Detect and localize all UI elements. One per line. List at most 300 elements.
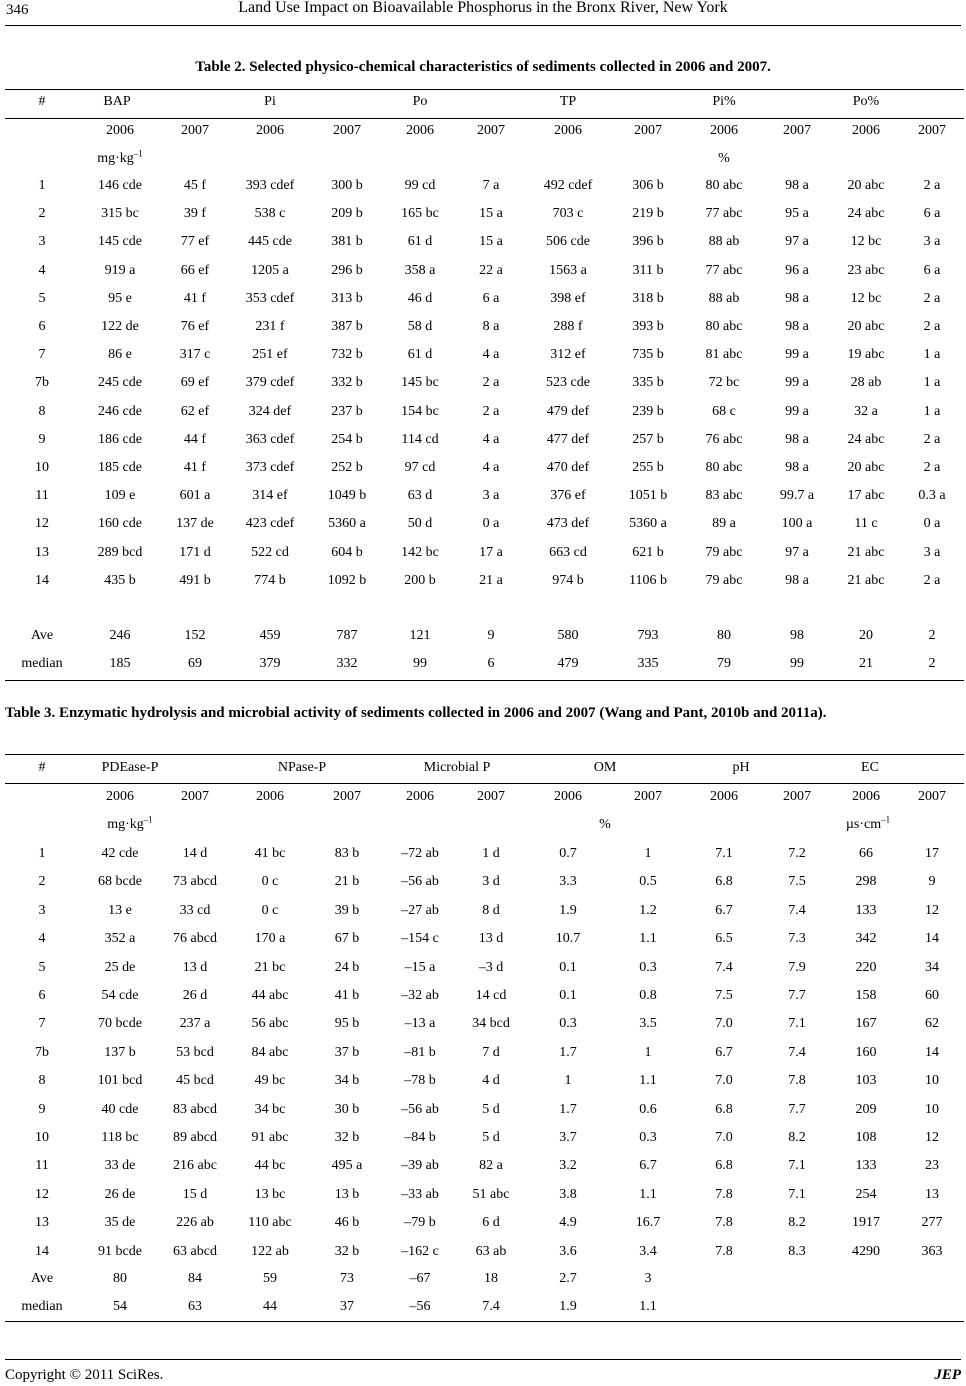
table-cell: 381 b (331, 234, 363, 250)
table-cell: 109 e (104, 488, 136, 504)
table-cell: 311 b (632, 262, 664, 278)
summary-cell: 73 (340, 1271, 354, 1286)
table-cell: 22 a (479, 262, 503, 278)
table-cell: 7.2 (788, 846, 806, 861)
table-cell: 58 d (407, 319, 433, 334)
table-cell: 1 (564, 1073, 572, 1089)
summary-cell: 793 (637, 628, 659, 643)
table-cell: 8.3 (788, 1243, 806, 1259)
table-cell: 10 (925, 1101, 939, 1117)
summary-cell: 80 (717, 628, 731, 643)
table-cell: 7.8 (715, 1215, 733, 1231)
year-header: 2006 (710, 789, 738, 804)
table-cell: 1205 a (251, 262, 289, 278)
table-cell: 41 f (183, 460, 207, 475)
table-cell: 0.3 (639, 959, 657, 975)
unit-ec: $\mu s\cdot cm^{-1}$ (845, 814, 891, 832)
table-cell: 39 f (183, 206, 207, 222)
average-row (0, 626, 966, 646)
journal-abbreviation: JEP (934, 1367, 961, 1383)
column-group-header: EC (861, 760, 879, 775)
year-header: 2006 (406, 789, 434, 804)
table-cell: 5 d (482, 1130, 500, 1145)
table-cell: 97 cd (404, 460, 436, 475)
table-cell: 45 f (183, 178, 207, 193)
table-cell: 142 bc (401, 544, 439, 560)
table-cell: 72 bc (708, 375, 740, 391)
table-cell: 506 cde (546, 234, 590, 250)
table-cell: 60 (925, 988, 939, 1003)
table-cell: 146 cde (98, 178, 142, 193)
table-cell: 423 cdef (245, 516, 295, 532)
row-id: 7b (35, 1044, 49, 1060)
table-cell: 34 (925, 959, 939, 975)
table-group-header-row (0, 92, 966, 112)
table-cell: 0.3 (559, 1016, 577, 1032)
table-cell: 470 def (546, 460, 590, 475)
table-cell: 84 abc (251, 1044, 289, 1060)
table2-caption: Table 2. Selected physico-chemical characteristics of sediments collected in 2006 and 2007. (195, 59, 771, 75)
summary-label: Ave (30, 1271, 54, 1286)
table-cell: 2 a (482, 403, 500, 419)
unit-mg-per-kg: $mg\cdot kg^{-1}$ (107, 814, 153, 832)
table-cell: 63 ab (475, 1243, 507, 1259)
table-cell: 523 cde (546, 375, 590, 391)
footer-rule (5, 1359, 961, 1360)
table-cell: 0.7 (559, 846, 577, 861)
table-cell: 11 c (854, 516, 878, 532)
table-cell: 306 b (632, 178, 664, 193)
summary-cell: 54 (113, 1299, 127, 1314)
table-cell: 376 ef (550, 488, 586, 504)
table-cell: 0.3 a (918, 488, 946, 504)
table-row (0, 486, 966, 506)
table-cell: 7.4 (788, 902, 806, 918)
year-header: 2007 (477, 123, 505, 138)
table-cell: 919 a (104, 262, 136, 278)
table-cell: 1 a (923, 403, 941, 419)
table-row (0, 1213, 966, 1233)
table-cell: 95 b (334, 1016, 360, 1032)
table3-header-rule (5, 783, 964, 784)
table-cell: 7.0 (715, 1073, 733, 1089)
table-cell: 313 b (331, 290, 363, 306)
summary-cell: 459 (259, 628, 281, 643)
table-row (0, 1156, 966, 1176)
table-row (0, 514, 966, 534)
table-cell: 83 b (334, 846, 360, 861)
summary-label: Ave (30, 628, 54, 643)
table-cell: 2 a (923, 431, 941, 447)
row-id: 10 (35, 1130, 49, 1145)
table-cell: 604 b (331, 544, 363, 560)
table-cell: 277 (921, 1215, 943, 1231)
summary-cell: 20 (859, 628, 873, 643)
row-id: 12 (35, 516, 49, 532)
table-cell: 170 a (254, 931, 286, 947)
table-row (0, 204, 966, 224)
table-cell: 774 b (254, 572, 286, 588)
row-id: 12 (35, 1186, 49, 1202)
year-header: 2006 (256, 789, 284, 804)
table-cell: 21 bc (254, 959, 286, 975)
row-id: 5 (38, 290, 46, 306)
table-cell: 76 ef (180, 319, 210, 334)
table-cell: 3.4 (639, 1243, 657, 1259)
table-cell: 7.9 (788, 959, 806, 975)
table-cell: 246 cde (98, 403, 142, 419)
summary-cell: 580 (557, 628, 579, 643)
table-cell: 7 d (482, 1044, 500, 1060)
table-cell: –162 c (401, 1243, 439, 1259)
table-row (0, 458, 966, 478)
table-cell: –79 b (404, 1215, 436, 1231)
table-cell: 7.0 (715, 1016, 733, 1032)
column-group-header: OM (593, 760, 617, 775)
table-cell: 288 f (553, 319, 583, 334)
table-cell: 21 b (334, 874, 360, 890)
table-cell: 81 abc (705, 347, 743, 363)
table-cell: 154 bc (401, 403, 439, 419)
table-cell: 12 (925, 902, 939, 918)
table-cell: 24 abc (847, 431, 885, 447)
table-cell: 0 a (482, 516, 500, 532)
table-cell: 7.1 (788, 1158, 806, 1174)
table-cell: 167 (855, 1016, 877, 1032)
table-cell: 89 a (712, 516, 736, 532)
table-cell: 41 bc (254, 846, 286, 861)
median-row (0, 654, 966, 674)
table-cell: 621 b (632, 544, 664, 560)
row-id: 8 (38, 403, 46, 419)
table-cell: 7.4 (788, 1044, 806, 1060)
table-cell: –154 c (401, 931, 439, 947)
table-cell: 2 a (482, 375, 500, 391)
table-cell: 26 de (104, 1186, 136, 1202)
table-cell: 396 b (632, 234, 664, 250)
column-group-header: Microbial P (423, 760, 491, 775)
table-cell: 1.7 (559, 1101, 577, 1117)
table-cell: 67 b (334, 931, 360, 947)
table-cell: 8 a (482, 319, 500, 334)
table-cell: 735 b (632, 347, 664, 363)
table-cell: 33 de (104, 1158, 136, 1174)
column-group-header: Pi (264, 94, 276, 109)
summary-cell: 7.4 (482, 1299, 500, 1314)
year-header: 2007 (634, 789, 662, 804)
table-cell: 2 a (923, 572, 941, 588)
table-cell: 8.2 (788, 1130, 806, 1145)
table-cell: 103 (855, 1073, 877, 1089)
table-cell: 145 cde (98, 234, 142, 250)
table-cell: 98 a (785, 178, 809, 193)
table-cell: –56 ab (401, 874, 439, 890)
table-cell: 335 b (632, 375, 664, 391)
column-group-header: pH (732, 760, 750, 775)
table-unit-row (0, 149, 966, 169)
page-number: 346 (6, 2, 29, 18)
table-cell: 61 d (407, 347, 433, 363)
table-cell: 7.0 (715, 1130, 733, 1145)
table-cell: 0 c (261, 902, 279, 918)
table-cell: 296 b (331, 262, 363, 278)
table-cell: 6 a (923, 262, 941, 278)
table-cell: 39 b (334, 902, 360, 918)
table-cell: 7.5 (715, 988, 733, 1003)
table-cell: 21 abc (847, 544, 885, 560)
summary-cell: 6 (487, 656, 495, 671)
row-id: 2 (38, 874, 46, 890)
row-id: 1 (38, 178, 46, 193)
table-cell: 5360 a (328, 516, 366, 532)
table-row (0, 543, 966, 563)
table-cell: 145 bc (401, 375, 439, 391)
table-cell: –3 d (478, 959, 504, 975)
table-cell: 257 b (632, 431, 664, 447)
table-cell: 3.3 (559, 874, 577, 890)
table-cell: 237 a (179, 1016, 211, 1032)
table-cell: 1049 b (327, 488, 367, 504)
table-cell: 6 d (482, 1215, 500, 1231)
row-id: 2 (38, 206, 46, 222)
table-cell: 298 (855, 874, 877, 890)
table-cell: 77 ef (180, 234, 210, 250)
table-cell: 118 bc (101, 1130, 139, 1145)
table-cell: 158 (855, 988, 877, 1003)
table-cell: 1 a (923, 375, 941, 391)
table-cell: 1.2 (639, 902, 657, 918)
table-cell: 20 abc (847, 319, 885, 334)
table-cell: 363 cdef (245, 431, 295, 447)
table-cell: 186 cde (98, 431, 142, 447)
table-cell: 0.6 (639, 1101, 657, 1117)
table-cell: –72 ab (401, 846, 439, 861)
table-cell: 10 (925, 1073, 939, 1089)
summary-cell: 44 (263, 1299, 277, 1314)
table-cell: 0 a (923, 516, 941, 532)
table-cell: 216 abc (173, 1158, 217, 1174)
table-cell: 663 cd (549, 544, 587, 560)
table-cell: 17 abc (847, 488, 885, 504)
row-id: 4 (38, 931, 46, 947)
column-group-header: Po (412, 94, 428, 109)
table-cell: 110 abc (248, 1215, 292, 1231)
table-cell: –13 a (404, 1016, 436, 1032)
table-cell: 495 a (331, 1158, 363, 1174)
table-cell: 23 (925, 1158, 939, 1174)
table-cell: 1.1 (639, 1073, 657, 1089)
column-group-header: BAP (103, 94, 131, 109)
table-cell: 6.7 (715, 902, 733, 918)
table-cell: 393 b (632, 319, 664, 334)
table-cell: 63 abcd (173, 1243, 217, 1259)
year-header: 2006 (852, 123, 880, 138)
table-cell: 80 abc (705, 178, 743, 193)
table-cell: 703 c (552, 206, 584, 222)
row-id: 5 (38, 959, 46, 975)
table-cell: 32 b (334, 1130, 360, 1145)
table-cell: 13 e (108, 902, 132, 918)
average-row (0, 1269, 966, 1289)
table-cell: 7.8 (715, 1186, 733, 1202)
summary-cell: 18 (484, 1271, 498, 1286)
table-cell: 255 b (632, 460, 664, 475)
table-cell: 79 abc (705, 544, 743, 560)
table-cell: 66 (859, 846, 873, 861)
column-group-header: # (38, 760, 46, 775)
table-cell: 1.9 (559, 902, 577, 918)
table-cell: 21 abc (847, 572, 885, 588)
table-cell: 220 (855, 959, 877, 975)
table-cell: 324 def (248, 403, 292, 419)
table-cell: 492 cdef (543, 178, 593, 193)
table-cell: 17 a (479, 544, 503, 560)
summary-cell: 1.1 (639, 1299, 657, 1314)
table-cell: 98 a (785, 290, 809, 306)
table-cell: 32 b (334, 1243, 360, 1259)
table-cell: 20 abc (847, 460, 885, 475)
table-cell: 62 ef (180, 403, 210, 419)
table-cell: 137 b (104, 1044, 136, 1060)
table-cell: 314 ef (252, 488, 288, 504)
table-cell: 99 a (785, 347, 809, 363)
table-cell: 226 ab (176, 1215, 214, 1231)
table-cell: 99 a (785, 375, 809, 391)
table-cell: 133 (855, 1158, 877, 1174)
table-cell: 80 abc (705, 319, 743, 334)
table-cell: 5 d (482, 1101, 500, 1117)
table-cell: 91 abc (251, 1130, 289, 1145)
summary-cell: –56 (409, 1299, 431, 1314)
table-row (0, 1014, 966, 1034)
table-cell: 1563 a (549, 262, 587, 278)
summary-cell: 3 (644, 1271, 652, 1286)
table-cell: 3 a (923, 544, 941, 560)
table-cell: 12 (925, 1130, 939, 1145)
table-cell: 3.6 (559, 1243, 577, 1259)
table-cell: 13 d (478, 931, 504, 947)
table-cell: 4290 (852, 1243, 880, 1259)
table-cell: 0.3 (639, 1130, 657, 1145)
row-id: 7 (38, 347, 46, 363)
table-cell: 342 (855, 931, 877, 947)
table-cell: 3.2 (559, 1158, 577, 1174)
table-cell: 98 a (785, 572, 809, 588)
table-cell: 245 cde (98, 375, 142, 391)
table-cell: 358 a (404, 262, 436, 278)
column-group-header: Pi% (712, 94, 736, 109)
summary-cell: 99 (790, 656, 804, 671)
table-cell: 89 abcd (173, 1130, 217, 1145)
table-cell: 122 de (101, 319, 139, 334)
row-id: 13 (35, 1215, 49, 1231)
summary-cell: 98 (790, 628, 804, 643)
table-cell: 14 (925, 931, 939, 947)
row-id: 7b (35, 375, 49, 391)
table-cell: 209 b (331, 206, 363, 222)
table-cell: 479 def (546, 403, 590, 419)
table-cell: 2 a (923, 290, 941, 306)
table-cell: –78 b (404, 1073, 436, 1089)
year-header: 2006 (852, 789, 880, 804)
table-cell: 1 (644, 846, 652, 861)
running-title: Land Use Impact on Bioavailable Phosphorus in the Bronx River, New York (238, 0, 728, 16)
table-cell: 160 cde (98, 516, 142, 532)
table-cell: 19 abc (847, 347, 885, 363)
summary-cell: 79 (717, 656, 731, 671)
table-cell: 122 ab (251, 1243, 289, 1259)
table-cell: 99 a (785, 403, 809, 419)
summary-cell: 80 (113, 1271, 127, 1286)
table-cell: 108 (855, 1130, 877, 1145)
table-cell: 83 abc (705, 488, 743, 504)
table-cell: 7.4 (715, 959, 733, 975)
table-cell: –84 b (404, 1130, 436, 1145)
table-cell: 171 d (179, 544, 211, 560)
table-cell: 0.1 (559, 988, 577, 1003)
table-cell: 77 abc (705, 206, 743, 222)
table-cell: 393 cdef (245, 178, 295, 193)
table-row (0, 872, 966, 892)
table-row (0, 1128, 966, 1148)
year-header: 2006 (554, 123, 582, 138)
table-cell: 26 d (182, 988, 208, 1003)
summary-cell: 1.9 (559, 1299, 577, 1314)
table-cell: 53 bcd (176, 1044, 214, 1060)
table-cell: 101 bcd (97, 1073, 143, 1089)
table-cell: 445 cde (248, 234, 292, 250)
table-row (0, 929, 966, 949)
summary-cell: 84 (188, 1271, 202, 1286)
table-cell: 0 c (261, 874, 279, 890)
table-cell: 77 abc (705, 262, 743, 278)
table-cell: 46 b (334, 1215, 360, 1231)
table-cell: 435 b (104, 572, 136, 588)
table-row (0, 289, 966, 309)
row-id: 13 (35, 544, 49, 560)
table-cell: 254 b (331, 431, 363, 447)
table-row (0, 1043, 966, 1063)
table-cell: 317 c (179, 347, 211, 363)
table-row (0, 571, 966, 591)
year-header: 2007 (333, 789, 361, 804)
table-cell: 46 d (407, 290, 433, 306)
table-cell: 44 f (183, 431, 207, 447)
summary-cell: –67 (409, 1271, 431, 1286)
table-cell: 373 cdef (245, 460, 295, 475)
table-cell: 1917 (852, 1215, 880, 1231)
year-header: 2007 (477, 789, 505, 804)
table-cell: 12 bc (850, 234, 882, 250)
unit-percent: % (718, 151, 730, 166)
table-cell: 1.1 (639, 931, 657, 947)
table-cell: 0.5 (639, 874, 657, 890)
table-cell: –27 ab (401, 902, 439, 918)
table-cell: 79 abc (705, 572, 743, 588)
table-cell: 318 b (632, 290, 664, 306)
summary-cell: 2 (928, 628, 936, 643)
table3-top-rule (5, 754, 964, 755)
table2-top-rule (5, 89, 964, 90)
year-header: 2006 (106, 789, 134, 804)
summary-cell: 121 (409, 628, 431, 643)
table-cell: 54 cde (101, 988, 139, 1003)
table-cell: 12 bc (850, 290, 882, 306)
table-cell: 99.7 a (779, 488, 815, 504)
table-cell: 15 a (479, 234, 503, 250)
table-cell: 254 (855, 1186, 877, 1202)
table-cell: 14 (925, 1044, 939, 1060)
